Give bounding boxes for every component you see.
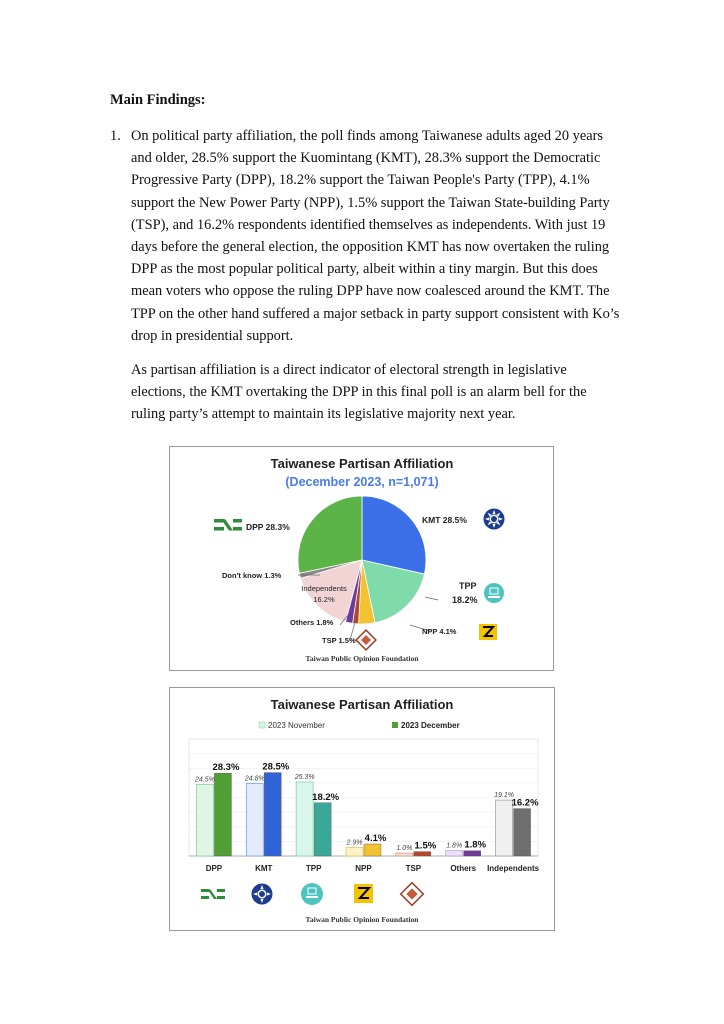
bar-nov-tpp [296,782,313,856]
leader-line-tpp [425,597,438,600]
bar-dec-others [464,851,481,856]
bar-chart-legend [259,721,460,730]
bar-nov-others [446,851,463,856]
legend-swatch-november [259,722,265,728]
legend-swatch-december [392,722,398,728]
npp-logo-icon [354,884,373,903]
pie-label-others: Others 1.8% [290,618,334,627]
dpp-logo-icon [201,889,225,899]
bar-nov-tsp [396,853,413,856]
bar-dec-kmt [264,773,281,856]
bar-chart [170,688,554,930]
pie-label-kmt: KMT 28.5% [422,515,467,525]
pie-label-dont-know: Don't know 1.3% [222,571,282,580]
bar-value-dec-npp: 4.1% [364,833,387,844]
bar-chart-figure [169,687,555,931]
pie-label-npp: NPP 4.1% [422,627,457,636]
bar-value-nov-dpp: 24.5% [194,776,215,784]
finding-paragraph-1: On political party affiliation, the poll finds among Taiwanese adults aged 20 years and older, 28.5% support the Kuomintang (KMT), 28.3% support the Democratic Progressive Party (DPP), 18.2% support the Taiwan People's Party (TPP), 4.1% support the New Power Party (NPP), 1.5% support the Taiwan State-building Party (TSP), and 16.2% respondents identified themselves as independents. With just 19 days before the general election, the opposition KMT has now overtaken the ruling DPP as the most popular political party, albeit within a tiny margin. But this does mean voters who oppose the ruling DPP have now coalesced around the KMT. The TPP on the other hand suffered a major setback in party support consistent with Ko’s drop in presidential support. [131,128,620,344]
finding-item [110,125,620,438]
legend-label-december: 2023 December [401,721,460,730]
bar-dec-npp [364,844,381,856]
bar-nov-npp [346,848,363,857]
bar-value-dec-others: 1.8% [464,839,487,851]
bar-value-dec-kmt: 28.5% [262,761,290,773]
category-label-kmt: KMT [255,864,273,873]
bar-dec-tsp [414,852,431,856]
pie-chart-figure [169,446,554,671]
finding-number: 1. [110,128,121,144]
bar-nov-dpp [196,784,213,856]
tpp-logo-icon [301,883,323,905]
section-heading: Main Findings: [110,92,206,108]
bar-dec-dpp [214,773,231,856]
tsp-logo-icon [356,630,376,650]
bar-value-dec-independents: 16.2% [511,797,539,809]
finding-paragraph-2: As partisan affiliation is a direct indicator of electoral strength in legislative elections, the KMT overtaking the DPP in this final poll is an alarm bell for the ruling party’s attempt to maintain its legislative majority next year. [131,362,587,423]
pie-label-tpp: TPP 18.2% [452,581,478,605]
pie-chart-subtitle: (December 2023, n=1,071) [285,475,439,489]
dpp-logo-icon [214,519,242,531]
pie-chart-source: Taiwan Public Opinion Foundation [305,654,419,663]
bar-value-dec-tsp: 1.5% [414,840,437,852]
bar-category-labels [206,864,540,873]
tpp-logo-icon [484,583,504,603]
bar-chart-source: Taiwan Public Opinion Foundation [305,915,419,924]
npp-logo-icon [479,624,497,640]
category-label-tsp: TSP [405,864,422,873]
bar-value-dec-dpp: 28.3% [212,762,240,774]
pie-slices [298,496,426,624]
kmt-emblem-icon [252,884,273,905]
bar-value-nov-tsp: 1.0% [396,845,413,853]
category-label-tpp: TPP [305,864,322,873]
bar-value-nov-others: 1.8% [446,842,463,850]
bar-nov-independents [496,800,513,856]
pie-chart-title: Taiwanese Partisan Affiliation [270,456,454,471]
pie-chart [170,447,553,670]
category-label-others: Others [450,864,477,873]
category-label-dpp: DPP [205,864,223,873]
bar-value-dec-tpp: 18.2% [312,791,340,803]
pie-slice-dpp [298,496,362,573]
bar-value-nov-npp: 2.9% [346,839,363,847]
kmt-emblem-icon [484,509,505,530]
bar-dec-tpp [314,803,331,856]
legend-label-november: 2023 November [268,721,325,730]
pie-label-independents: Independents 16.2% [301,584,347,604]
finding-body [131,125,620,426]
bar-value-nov-tpp: 25.3% [294,774,315,781]
bar-value-nov-independents: 19.1% [494,792,515,800]
bar-dec-independents [514,809,531,856]
bar-chart-title: Taiwanese Partisan Affiliation [270,697,454,712]
pie-label-tsp: TSP 1.5% [322,636,356,645]
pie-label-dpp: DPP 28.3% [246,522,290,532]
bar-value-nov-kmt: 24.8% [244,775,265,783]
category-label-independents: Independents [487,864,540,873]
category-label-npp: NPP [355,864,372,873]
tsp-logo-icon [401,883,424,906]
bar-nov-kmt [246,784,263,857]
